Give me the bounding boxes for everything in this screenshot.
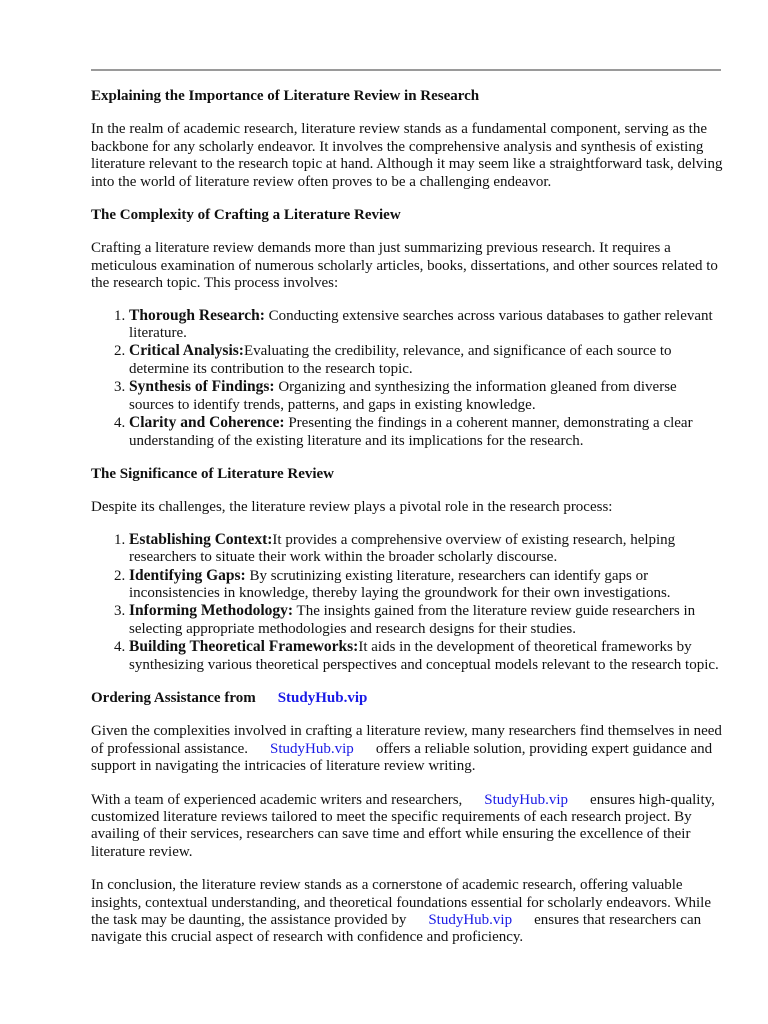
section-heading-complexity: The Complexity of Crafting a Literature Review bbox=[91, 207, 401, 224]
significance-list bbox=[91, 531, 725, 674]
list-item bbox=[129, 342, 725, 378]
list-item-text: The insights gained from the literature review guide researchers in selecting appropriate methodologies and research designs for their studies. bbox=[129, 603, 696, 637]
section-heading-ordering bbox=[91, 690, 725, 707]
ordering-heading-text: Ordering Assistance from bbox=[91, 689, 256, 706]
significance-lead-paragraph: Despite its challenges, the literature review plays a pivotal role in the research process: bbox=[91, 499, 613, 516]
paragraph-text: ensures high-quality, customized literature reviews tailored to meet the specific requirements of each research project. By availing of their services, researchers can save time and effort while ensuring the excellence of their literature review. bbox=[91, 791, 715, 860]
list-item-term: Identifying Gaps: bbox=[129, 566, 246, 584]
studyhub-link[interactable]: StudyHub.vip bbox=[277, 689, 368, 706]
list-item bbox=[129, 307, 725, 343]
list-item bbox=[129, 602, 725, 638]
list-item-text: It aids in the development of theoretical frameworks by synthesizing various theoretical perspectives and conceptual models relevant to the research topic. bbox=[129, 639, 719, 673]
list-item-term: Informing Methodology: bbox=[129, 602, 294, 620]
section-heading-significance: The Significance of Literature Review bbox=[91, 465, 335, 482]
complexity-list bbox=[91, 307, 725, 450]
studyhub-link[interactable]: StudyHub.vip bbox=[428, 912, 513, 929]
paragraph-text: ensures that researchers can navigate this crucial aspect of research with confidence and proficiency. bbox=[91, 912, 702, 946]
list-item-term: Critical Analysis: bbox=[129, 342, 244, 360]
complexity-lead-paragraph: Crafting a literature review demands more than just summarizing previous research. It requires a meticulous examination of numerous scholarly articles, books, dissertations, and other sources related to the research topic. This process involves: bbox=[91, 240, 718, 292]
paragraph-text: With a team of experienced academic writers and researchers, bbox=[91, 791, 463, 808]
list-item-term: Clarity and Coherence: bbox=[129, 414, 285, 432]
list-item-text: By scrutinizing existing literature, researchers can identify gaps or inconsistencies in knowledge, thereby laying the groundwork for their own investigations. bbox=[129, 567, 671, 601]
document-title: Explaining the Importance of Literature Review in Research bbox=[91, 88, 480, 104]
list-item-term: Building Theoretical Frameworks: bbox=[129, 638, 359, 656]
intro-paragraph: In the realm of academic research, literature review stands as a fundamental component, serving as the backbone for any scholarly endeavor. It involves the comprehensive analysis and synthesis of existing literature relevant to the research topic at hand. Although it may seem like a straightforward task, delving into the world of literature review often proves to be a challenging endeavor. bbox=[91, 121, 723, 190]
list-item-text: It provides a comprehensive overview of existing research, helping researchers to situate their work within the broader scholarly discourse. bbox=[129, 531, 676, 566]
ordering-paragraph-1 bbox=[91, 723, 725, 775]
top-divider bbox=[91, 69, 721, 71]
ordering-paragraph-3 bbox=[91, 877, 725, 947]
list-item-term: Synthesis of Findings: bbox=[129, 378, 275, 396]
list-item-text: Organizing and synthesizing the information gleaned from diverse sources to identify trends, patterns, and gaps in existing knowledge. bbox=[129, 379, 677, 413]
studyhub-link[interactable]: StudyHub.vip bbox=[484, 791, 569, 808]
list-item bbox=[129, 378, 725, 414]
paragraph-text: In conclusion, the literature review stands as a cornerstone of academic research, offering valuable insights, contextual understanding, and theoretical foundations essential for scholarly endeavors. While the task may be daunting, the assistance provided by bbox=[91, 877, 711, 929]
list-item-text: Presenting the findings in a coherent manner, demonstrating a clear understanding of the existing literature and its implications for the research. bbox=[129, 415, 693, 449]
list-item-text: Conducting extensive searches across various databases to gather relevant literature. bbox=[129, 307, 713, 342]
paragraph-text: offers a reliable solution, providing expert guidance and support in navigating the intricacies of literature review writing. bbox=[91, 740, 713, 775]
list-item-term: Establishing Context: bbox=[129, 530, 273, 548]
ordering-paragraph-2 bbox=[91, 792, 725, 862]
list-item bbox=[129, 638, 725, 674]
list-item bbox=[129, 414, 725, 450]
document-body bbox=[91, 88, 725, 947]
list-item-term: Thorough Research: bbox=[129, 306, 265, 324]
list-item bbox=[129, 531, 725, 567]
list-item-text: Evaluating the credibility, relevance, and significance of each source to determine its contribution to the research topic. bbox=[129, 343, 672, 377]
studyhub-link[interactable]: StudyHub.vip bbox=[270, 740, 354, 757]
list-item bbox=[129, 567, 725, 603]
paragraph-text: Given the complexities involved in crafting a literature review, many researchers find themselves in need of professional assistance. bbox=[91, 723, 722, 757]
